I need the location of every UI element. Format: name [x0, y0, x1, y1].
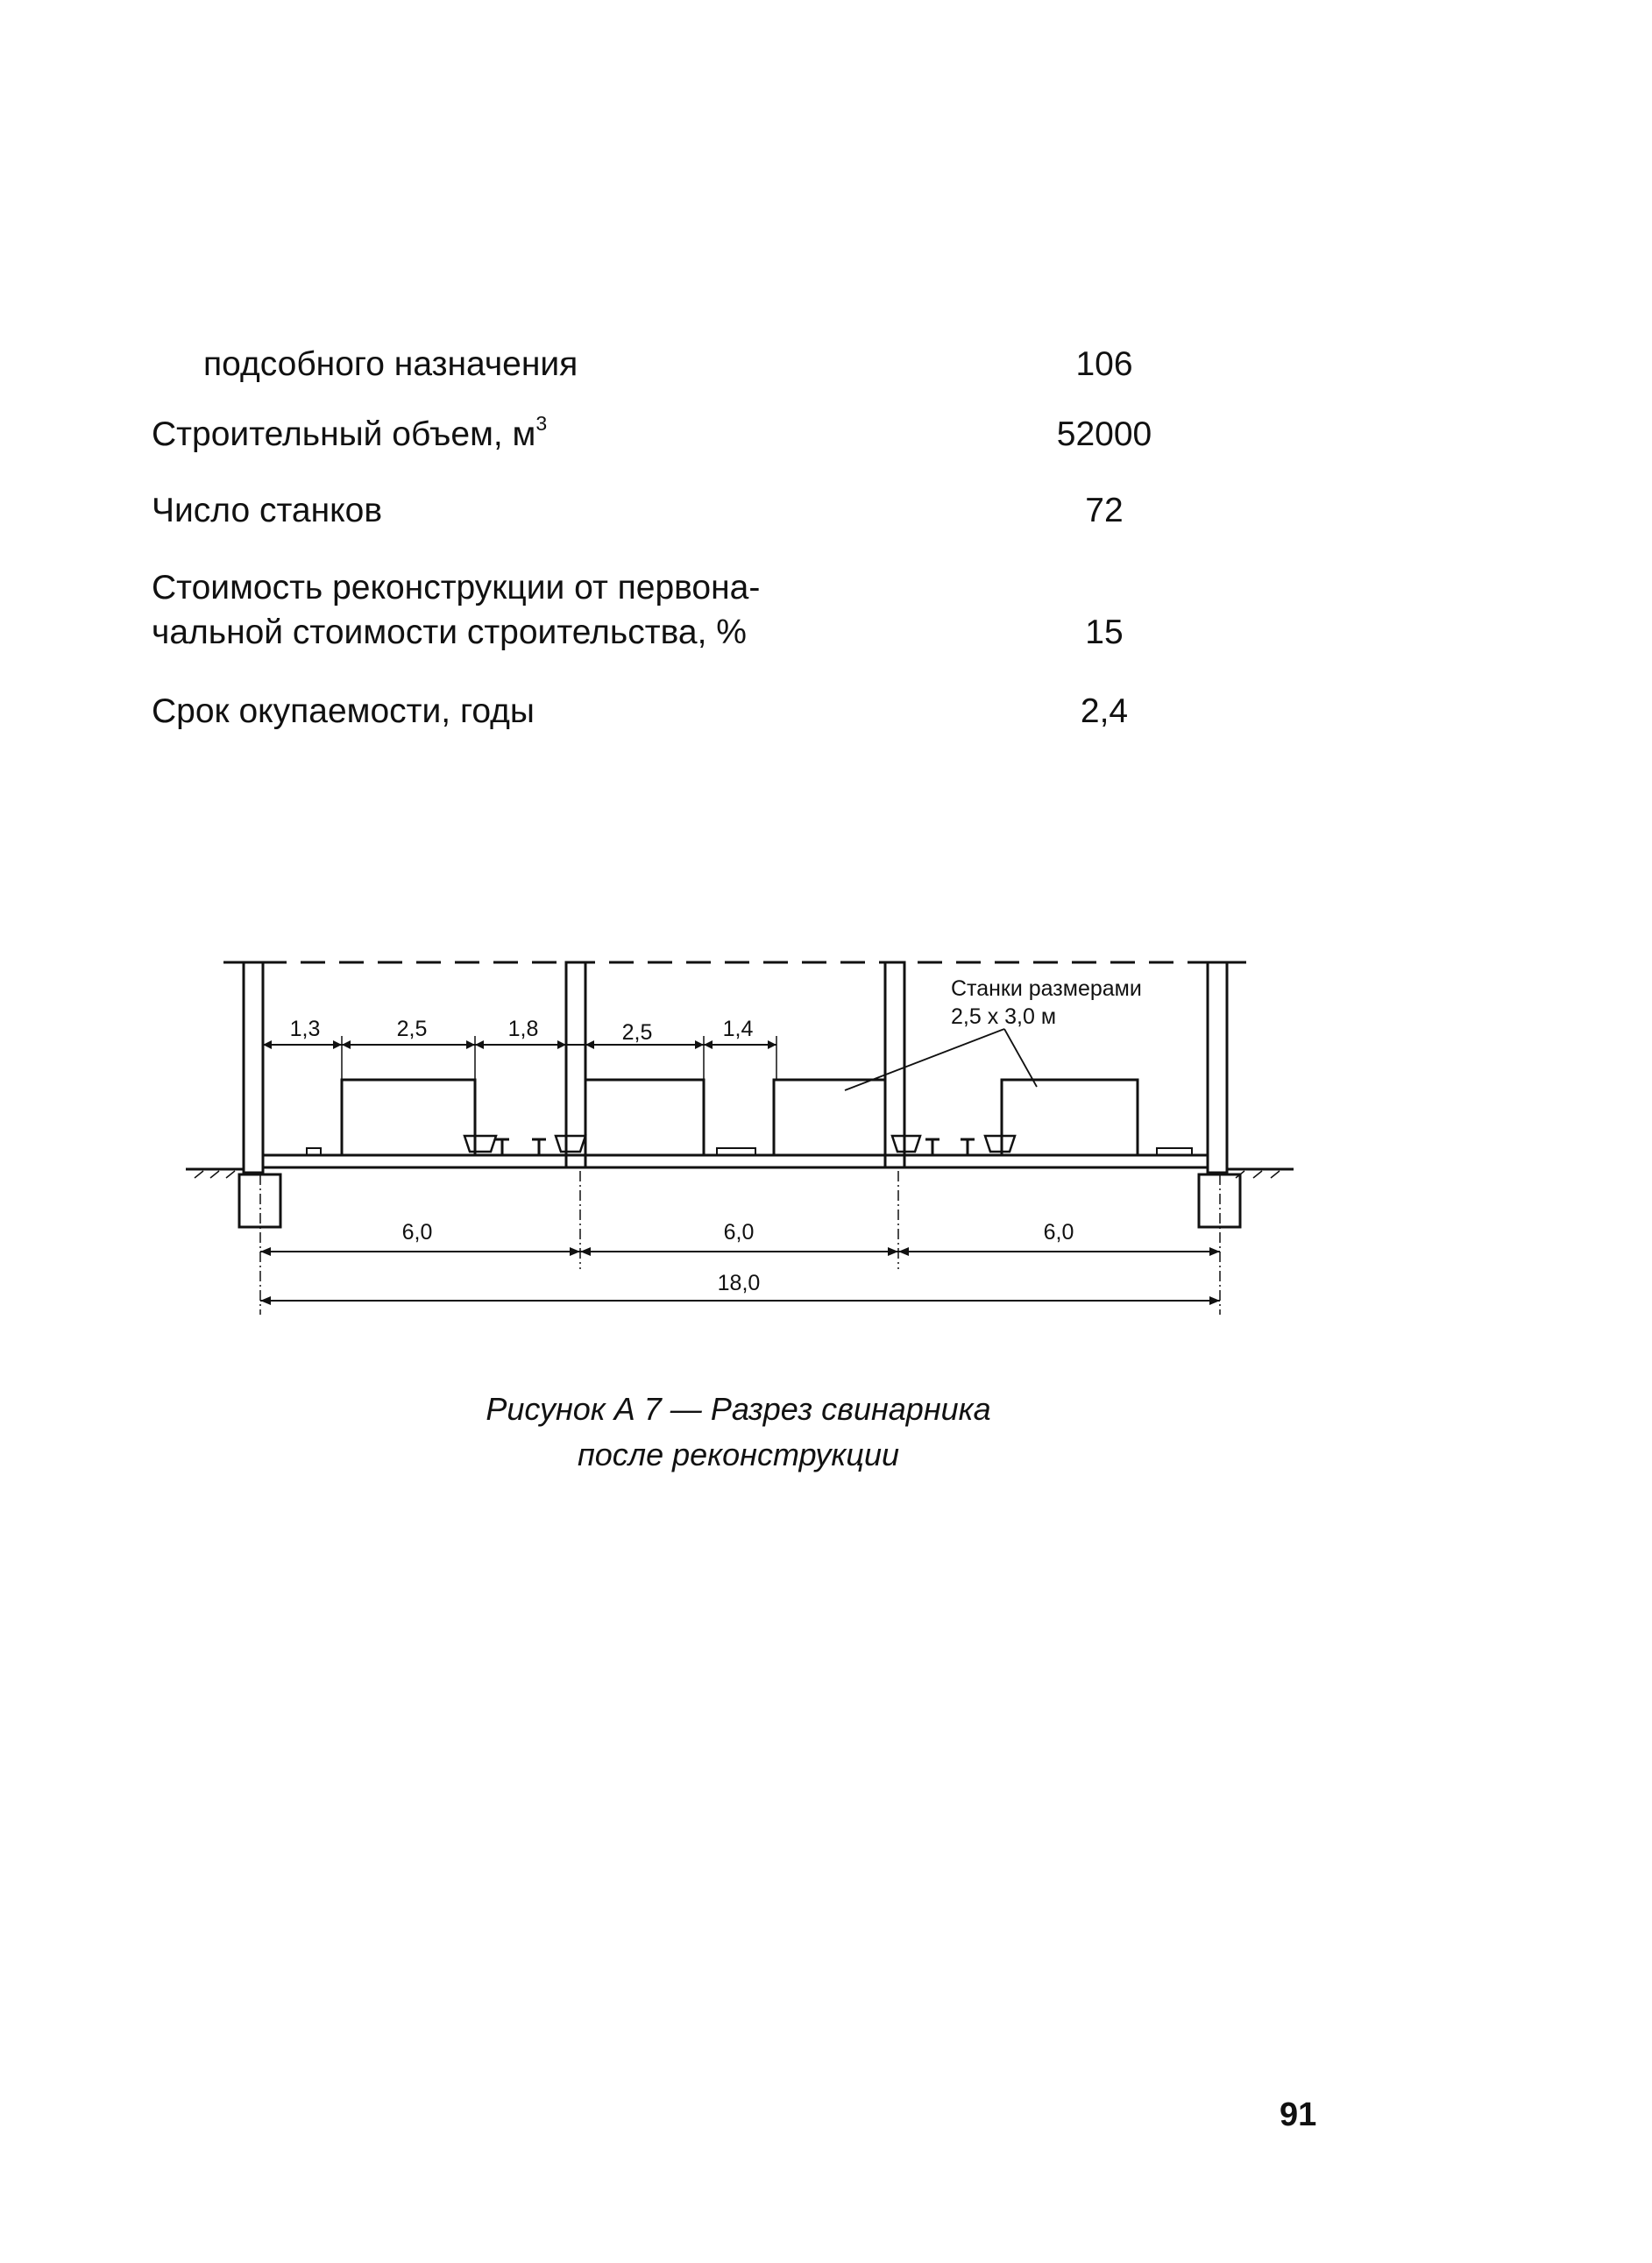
row-label-cost-line1: Стоимость реконструкции от первона- — [152, 569, 761, 607]
feeder-2 — [556, 1136, 585, 1152]
row-label-auxiliary: подсобного назначения — [203, 345, 578, 383]
row-value-pens: 72 — [1085, 492, 1124, 529]
figure-caption-line1: Рисунок А 7 — Разрез свинарника — [486, 1391, 991, 1427]
dim-span-3: 6,0 — [1043, 1220, 1074, 1245]
row-value-volume: 52000 — [1056, 415, 1152, 453]
feeder-3 — [892, 1136, 920, 1152]
pen-4 — [1002, 1080, 1138, 1155]
drain-1 — [495, 1139, 509, 1155]
column-1 — [244, 962, 263, 1173]
ground-hatch-right — [1236, 1171, 1280, 1178]
drain-2 — [532, 1139, 546, 1155]
leader-line-2 — [1004, 1029, 1037, 1087]
column-4 — [1208, 962, 1227, 1173]
dim-2-5-b: 2,5 — [621, 1020, 653, 1045]
figure-caption-line2: после реконструкции — [577, 1437, 900, 1472]
dim-span-2: 6,0 — [723, 1220, 755, 1245]
volume-label-text: Строительный объем, м — [152, 415, 536, 453]
annotation-line1: Станки размерами — [951, 976, 1142, 1001]
dim-span-1: 6,0 — [401, 1220, 433, 1245]
feeder-4 — [985, 1136, 1015, 1152]
drain-4 — [961, 1139, 975, 1155]
dim-total: 18,0 — [717, 1271, 761, 1295]
leader-line-1 — [845, 1029, 1004, 1090]
row-label-cost-line2: чальной стоимости строительства, % — [152, 614, 747, 651]
row-label-pens: Число станков — [152, 492, 383, 529]
dim-1-4: 1,4 — [722, 1017, 754, 1041]
pen-3 — [774, 1080, 885, 1155]
drain-3 — [925, 1139, 939, 1155]
row-value-payback: 2,4 — [1080, 692, 1129, 730]
pen-1 — [342, 1080, 475, 1155]
annotation-line2: 2,5 х 3,0 м — [951, 1004, 1057, 1029]
pen-2 — [585, 1080, 704, 1155]
volume-label-sup: 3 — [535, 412, 548, 435]
ground-hatch-left — [195, 1171, 235, 1178]
row-label-payback: Срок окупаемости, годы — [152, 692, 535, 730]
row-value-auxiliary: 106 — [1075, 345, 1133, 383]
dim-1-8: 1,8 — [507, 1017, 539, 1041]
page-number: 91 — [1280, 2096, 1317, 2133]
feeder-1 — [464, 1136, 496, 1152]
dim-1-3: 1,3 — [289, 1017, 321, 1041]
row-value-cost: 15 — [1085, 614, 1124, 651]
dim-2-5-a: 2,5 — [396, 1017, 428, 1041]
